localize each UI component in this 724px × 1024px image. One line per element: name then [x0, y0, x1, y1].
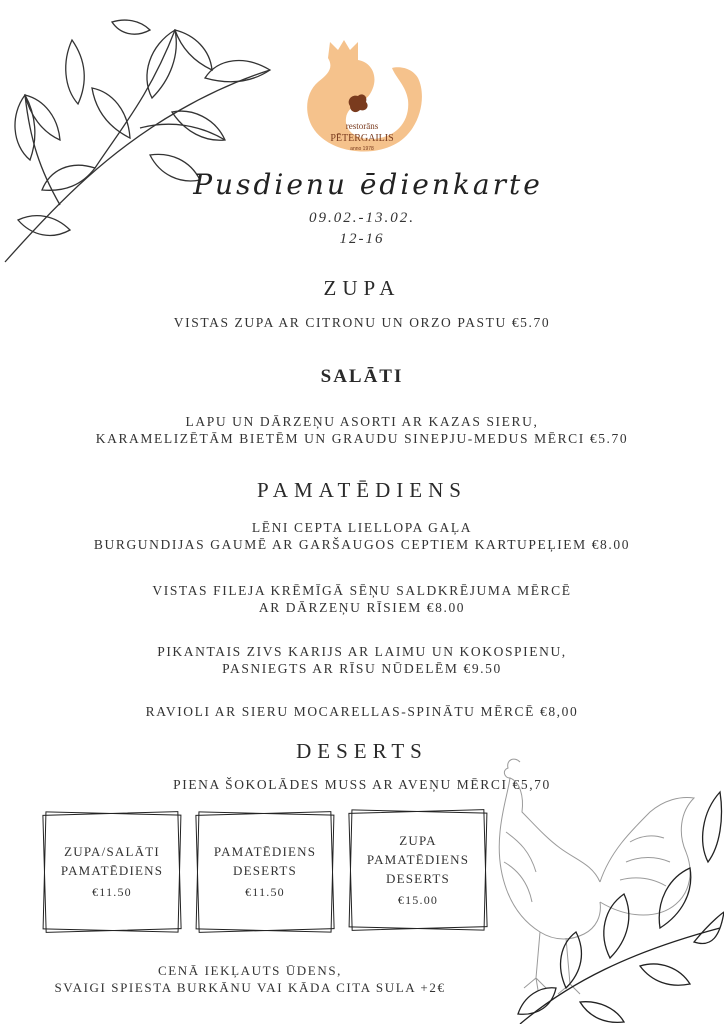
section-heading-mains: PAMATĒDIENS	[257, 478, 467, 502]
section-heading-desserts: DESERTS	[296, 739, 428, 763]
menu-title: Pusdienu ēdienkarte	[193, 168, 543, 201]
dish-main-2-line1: VISTAS FILEJA KRĒMĪGĀ SĒŅU SALDKRĒJUMA MĒRCĒ	[152, 583, 572, 598]
combo-3-line1: ZUPA	[399, 832, 437, 848]
logo-brand-since: anno 1978	[350, 146, 374, 152]
combo-2-price: €11.50	[245, 885, 285, 899]
dish-salad-line1: LAPU UN DĀRZEŅU ASORTI AR KAZAS SIERU,	[185, 414, 539, 429]
combo-3-line3: DESERTS	[386, 870, 450, 886]
dish-main-3-line2: PASNIEGTS AR RĪSU NŪDELĒM €9.50	[222, 661, 502, 676]
combo-box-3	[350, 811, 486, 929]
combo-box-1	[44, 813, 180, 931]
dish-main-3-line1: PIKANTAIS ZIVS KARIJS AR LAIMU UN KOKOSPIENU,	[157, 644, 567, 659]
dish-dessert: PIENA ŠOKOLĀDES MUSS AR AVEŅU MĒRCI €5,70	[173, 777, 551, 792]
section-heading-salads: SALĀTI	[320, 366, 404, 387]
footer-line1: CENĀ IEKĻAUTS ŪDENS,	[157, 963, 343, 978]
combo-3-price: €15.00	[397, 892, 439, 907]
combo-2-line2: DESERTS	[233, 863, 297, 878]
logo-brand-small: restorāns	[345, 121, 379, 131]
combo-box-2	[197, 813, 333, 931]
dish-main-1-line2: BURGUNDIJAS GAUMĒ AR GARŠAUGOS CEPTIEM KARTUPEĻIEM €8.00	[93, 537, 631, 552]
dish-soup: VISTAS ZUPA AR CITRONU UN ORZO PASTU €5.70	[173, 315, 551, 330]
dish-main-2-line2: AR DĀRZEŅU RĪSIEM €8.00	[258, 600, 466, 615]
combo-1-line1: ZUPA/SALĀTI	[64, 844, 160, 859]
menu-dates: 09.02.-13.02.	[309, 210, 415, 226]
footer-line2: SVAIGI SPIESTA BURKĀNU VAI KĀDA CITA SULA +2€	[54, 980, 446, 995]
dish-main-4: RAVIOLI AR SIERU MOCARELLAS-SPINĀTU MĒRCĒ €8,00	[145, 704, 579, 719]
restaurant-logo	[300, 38, 425, 160]
logo-brand-name: PĒTERGAILIS	[330, 133, 394, 144]
leaf-branch-illustration	[0, 0, 290, 270]
combo-3-line2: PAMATĒDIENS	[366, 851, 470, 867]
combo-1-price: €11.50	[92, 885, 132, 899]
section-heading-soup: ZUPA	[323, 276, 401, 300]
combo-2-line1: PAMATĒDIENS	[213, 844, 317, 859]
combo-1-line2: PAMATĒDIENS	[60, 863, 164, 878]
rooster-illustration	[480, 752, 724, 1024]
menu-hours: 12-16	[339, 231, 385, 247]
dish-main-1-line1: LĒNI CEPTA LIELLOPA GAĻA	[251, 520, 473, 535]
dish-salad-line2: KARAMELIZĒTĀM BIETĒM UN GRAUDU SINEPJU-MEDUS MĒRCI €5.70	[95, 431, 629, 446]
